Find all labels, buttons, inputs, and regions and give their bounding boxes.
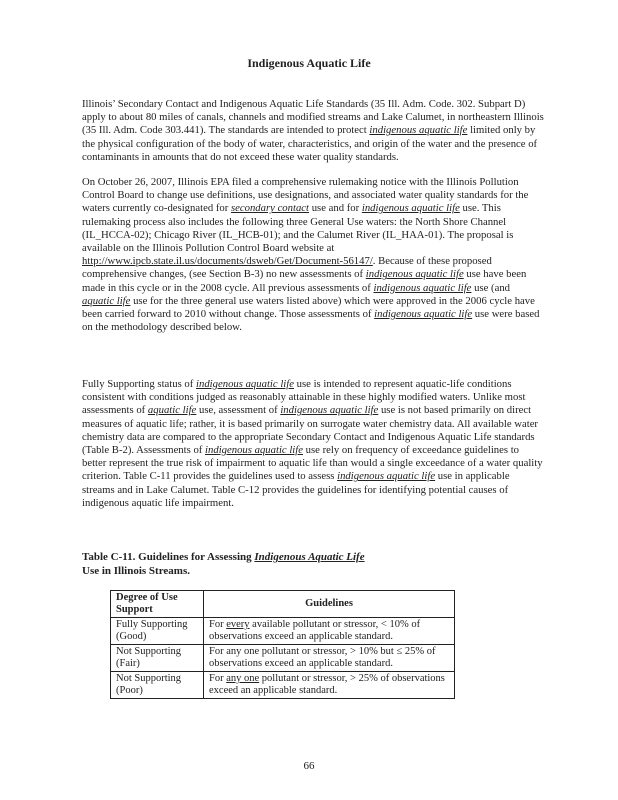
table-caption-text-line2: Use in Illinois Streams. [82, 565, 190, 577]
header-guidelines: Guidelines [204, 591, 455, 618]
para3-emphasis: indigenous aquatic life [280, 404, 379, 417]
para3-emphasis: indigenous aquatic life [205, 444, 303, 457]
para3-text: Fully Supporting status of [82, 378, 197, 390]
paragraph-1 [82, 98, 544, 164]
para3-text: use, assessment of [196, 404, 281, 417]
para2-emphasis: indigenous aquatic life [361, 202, 460, 215]
paragraph-2 [82, 176, 544, 334]
para1-text: Illinois’ Secondary Contact and Indigenous Aquatic Life Standards (35 Ill. Adm. Code. 302. Subpart D) apply to about 80 miles of canals, channels and modified streams and Lake Calumet, in northeastern Illinois (35 Ill. Adm. Code 303.441). The standards are intended to protect [82, 98, 544, 137]
cell-emphasis: any one [226, 673, 260, 684]
para3-text: use in applicable streams and in Lake Calumet. Table C-12 provides the guidelines for identifying potential causes of indigenous aquatic life impairment. [82, 470, 510, 509]
page-number: 66 [303, 760, 315, 772]
cell-emphasis: every [226, 619, 250, 630]
table-caption-text: Table C-11. Guidelines for Assessing [82, 551, 255, 563]
row-not-supporting-poor-label: Not Supporting (Poor) [111, 672, 204, 699]
table-row [111, 645, 455, 672]
cell-text: For [209, 619, 227, 630]
para2-emphasis: indigenous aquatic life [373, 281, 472, 294]
table-row [111, 672, 455, 699]
para2-emphasis: indigenous aquatic life [365, 268, 464, 281]
section-title: Indigenous Aquatic Life [247, 56, 371, 70]
row-fully-supporting-guideline [204, 618, 455, 645]
para2-text: use were based on the methodology described below. [82, 308, 540, 334]
para2-emphasis: aquatic life [82, 294, 131, 307]
table-header-row [111, 591, 455, 618]
table-caption-emphasis: Indigenous Aquatic Life [254, 551, 365, 563]
para2-text: use. This rulemaking process also includes the following three General Use waters: the North Shore Channel (IL_HCCA-02); Chicago River (IL_HCB-01); and the Calumet River (IL_HAA-01). The proposal is available on the Illinois Pollution Control Board website at [82, 202, 514, 255]
para3-emphasis: indigenous aquatic life [337, 470, 436, 483]
para1-text-end: limited only by the physical configuration of the body of water, characteristics, and origin of the water and the presence of contaminants in amounts that do not exceed these water quality standards. [82, 124, 538, 163]
para1-emphasis: indigenous aquatic life [369, 124, 468, 137]
para3-emphasis: indigenous aquatic life [196, 378, 294, 390]
para2-emphasis: indigenous aquatic life [374, 308, 473, 321]
cell-text: pollutant or stressor, > 25% of observations exceed an applicable standard. [209, 673, 445, 696]
row-not-supporting-fair-label: Not Supporting (Fair) [111, 645, 204, 672]
para3-text: use rely on frequency of exceedance guidelines to better represent the true risk of impairment to aquatic life than would a single exceedance of a water quality criterion. Table C-11 provides the guidelines used to assess [82, 444, 543, 483]
para2-text: use and for [309, 202, 362, 215]
para3-emphasis: aquatic life [147, 404, 197, 417]
table-row [111, 618, 455, 645]
table-caption [82, 550, 365, 578]
para3-text: use is intended to represent aquatic-life conditions consistent with conditions judged as reasonably attainable in these highly modified waters. Unlike most assessments of [82, 378, 526, 417]
paragraph-3 [82, 378, 544, 510]
para2-text: On October 26, 2007, Illinois EPA filed a comprehensive rulemaking notice with the Illinois Pollution Control Board to change use definitions, use designations, and associated water quality standards for the waters currently co-designated for [82, 176, 529, 215]
para3-text: use is not based primarily on direct measures of aquatic life; rather, it is based primarily on surrogate water chemistry data. All available water chemistry data are compared to the appropriate Secondary Contact and Indigenous Aquatic Life standards (Table B-2). Assessments of [82, 404, 538, 457]
cell-text: For [209, 673, 227, 684]
row-not-supporting-fair-guideline: For any one pollutant or stressor, > 10% but ≤ 25% of observations exceed an applicable standard. [204, 645, 455, 672]
row-fully-supporting-label: Fully Supporting (Good) [111, 618, 204, 645]
cell-text: available pollutant or stressor, < 10% of observations exceed an applicable standard. [209, 619, 421, 642]
para2-emphasis: secondary contact [230, 202, 310, 215]
para2-text: . Because of these proposed comprehensive changes, (see Section B-3) no new assessments of [82, 255, 492, 281]
para2-text: use (and [471, 281, 511, 294]
row-not-supporting-poor-guideline [204, 672, 455, 699]
header-degree-of-use-support: Degree of Use Support [111, 591, 204, 618]
para2-text: use have been made in this cycle or in the 2008 cycle. All previous assessments of [82, 268, 527, 294]
para2-text: use for the three general use waters listed above) which were approved in the 2006 cycle have been carried forward to 2010 without change. Those assessments of [82, 294, 535, 321]
ipcb-document-link[interactable]: http://www.ipcb.state.il.us/documents/dsweb/Get/Document-56147/ [82, 255, 373, 268]
guidelines-table [110, 590, 455, 699]
